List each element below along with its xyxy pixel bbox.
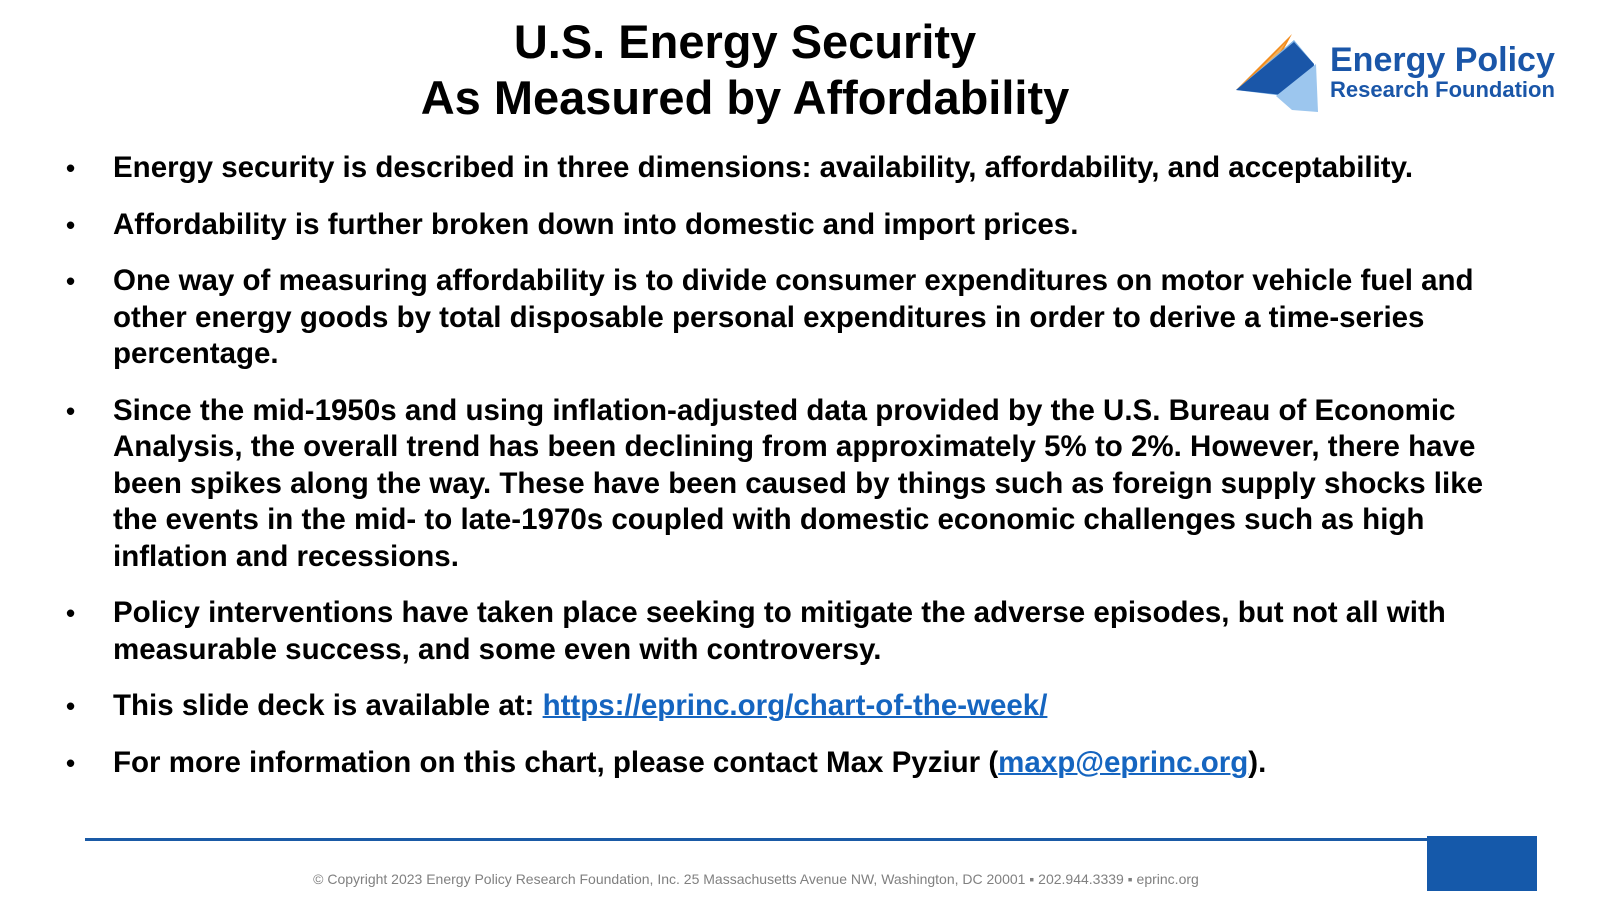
- logo-text-line-2: Research Foundation: [1330, 77, 1555, 102]
- bullet-marker: •: [66, 691, 76, 721]
- bullet-text: Energy security is described in three dimensions: availability, affordability, and acceptability.: [113, 151, 1414, 184]
- logo-text-line-1: Energy Policy: [1330, 41, 1555, 79]
- bullet-text-prefix: This slide deck is available at:: [113, 689, 543, 722]
- footer-divider: [85, 838, 1427, 841]
- slide-title: [300, 14, 1190, 126]
- bullet-item: [66, 595, 1506, 668]
- bullet-item: [66, 150, 1506, 187]
- footer-copyright: © Copyright 2023 Energy Policy Research Foundation, Inc. 25 Massachusetts Avenue NW, Washington, DC 20001 ▪ 202.944.3339 ▪ eprinc.org: [313, 871, 1199, 887]
- title-line-1: U.S. Energy Security: [513, 15, 977, 68]
- eprf-logo: [1236, 24, 1581, 116]
- bullet-item: [66, 745, 1506, 782]
- title-line-2: As Measured by Affordability: [420, 71, 1070, 124]
- bullet-marker: •: [66, 395, 76, 426]
- bullet-item: [66, 393, 1506, 576]
- bullet-text: Since the mid-1950s and using inflation-adjusted data provided by the U.S. Bureau of Economic Analysis, the overall trend has been declining from approximately 5% to 2%. However, there have been spikes along the way. These have been caused by things such as foreign supply shocks like the events in the mid- to late-1970s coupled with domestic economic challenges such as high inflation and recessions.: [113, 393, 1484, 573]
- bullet-item: [66, 263, 1506, 373]
- bullet-marker: •: [66, 747, 76, 778]
- bullet-marker: •: [66, 598, 76, 628]
- bullet-text-prefix: For more information on this chart, please contact Max Pyziur (: [113, 745, 999, 779]
- bullet-text: One way of measuring affordability is to divide consumer expenditures on motor vehicle fuel and other energy goods by total disposable personal expenditures in order to derive a time-series percentage.: [113, 264, 1474, 370]
- contact-email-link[interactable]: maxp@eprinc.org: [998, 745, 1249, 779]
- footer-accent-box: [1427, 836, 1537, 891]
- bullet-list: [66, 150, 1506, 801]
- bullet-text: Affordability is further broken down into domestic and import prices.: [113, 207, 1079, 241]
- logo-mark-icon: [1236, 24, 1328, 116]
- bullet-marker: •: [66, 209, 76, 240]
- bullet-text-suffix: ).: [1248, 745, 1267, 779]
- bullet-item: [66, 207, 1506, 244]
- bullet-item: [66, 688, 1506, 725]
- bullet-marker: •: [66, 153, 76, 183]
- bullet-marker: •: [66, 266, 76, 296]
- slide-deck-link[interactable]: https://eprinc.org/chart-of-the-week/: [542, 689, 1048, 722]
- bullet-text: Policy interventions have taken place seeking to mitigate the adverse episodes, but not all with measurable success, and some even with controversy.: [113, 596, 1446, 666]
